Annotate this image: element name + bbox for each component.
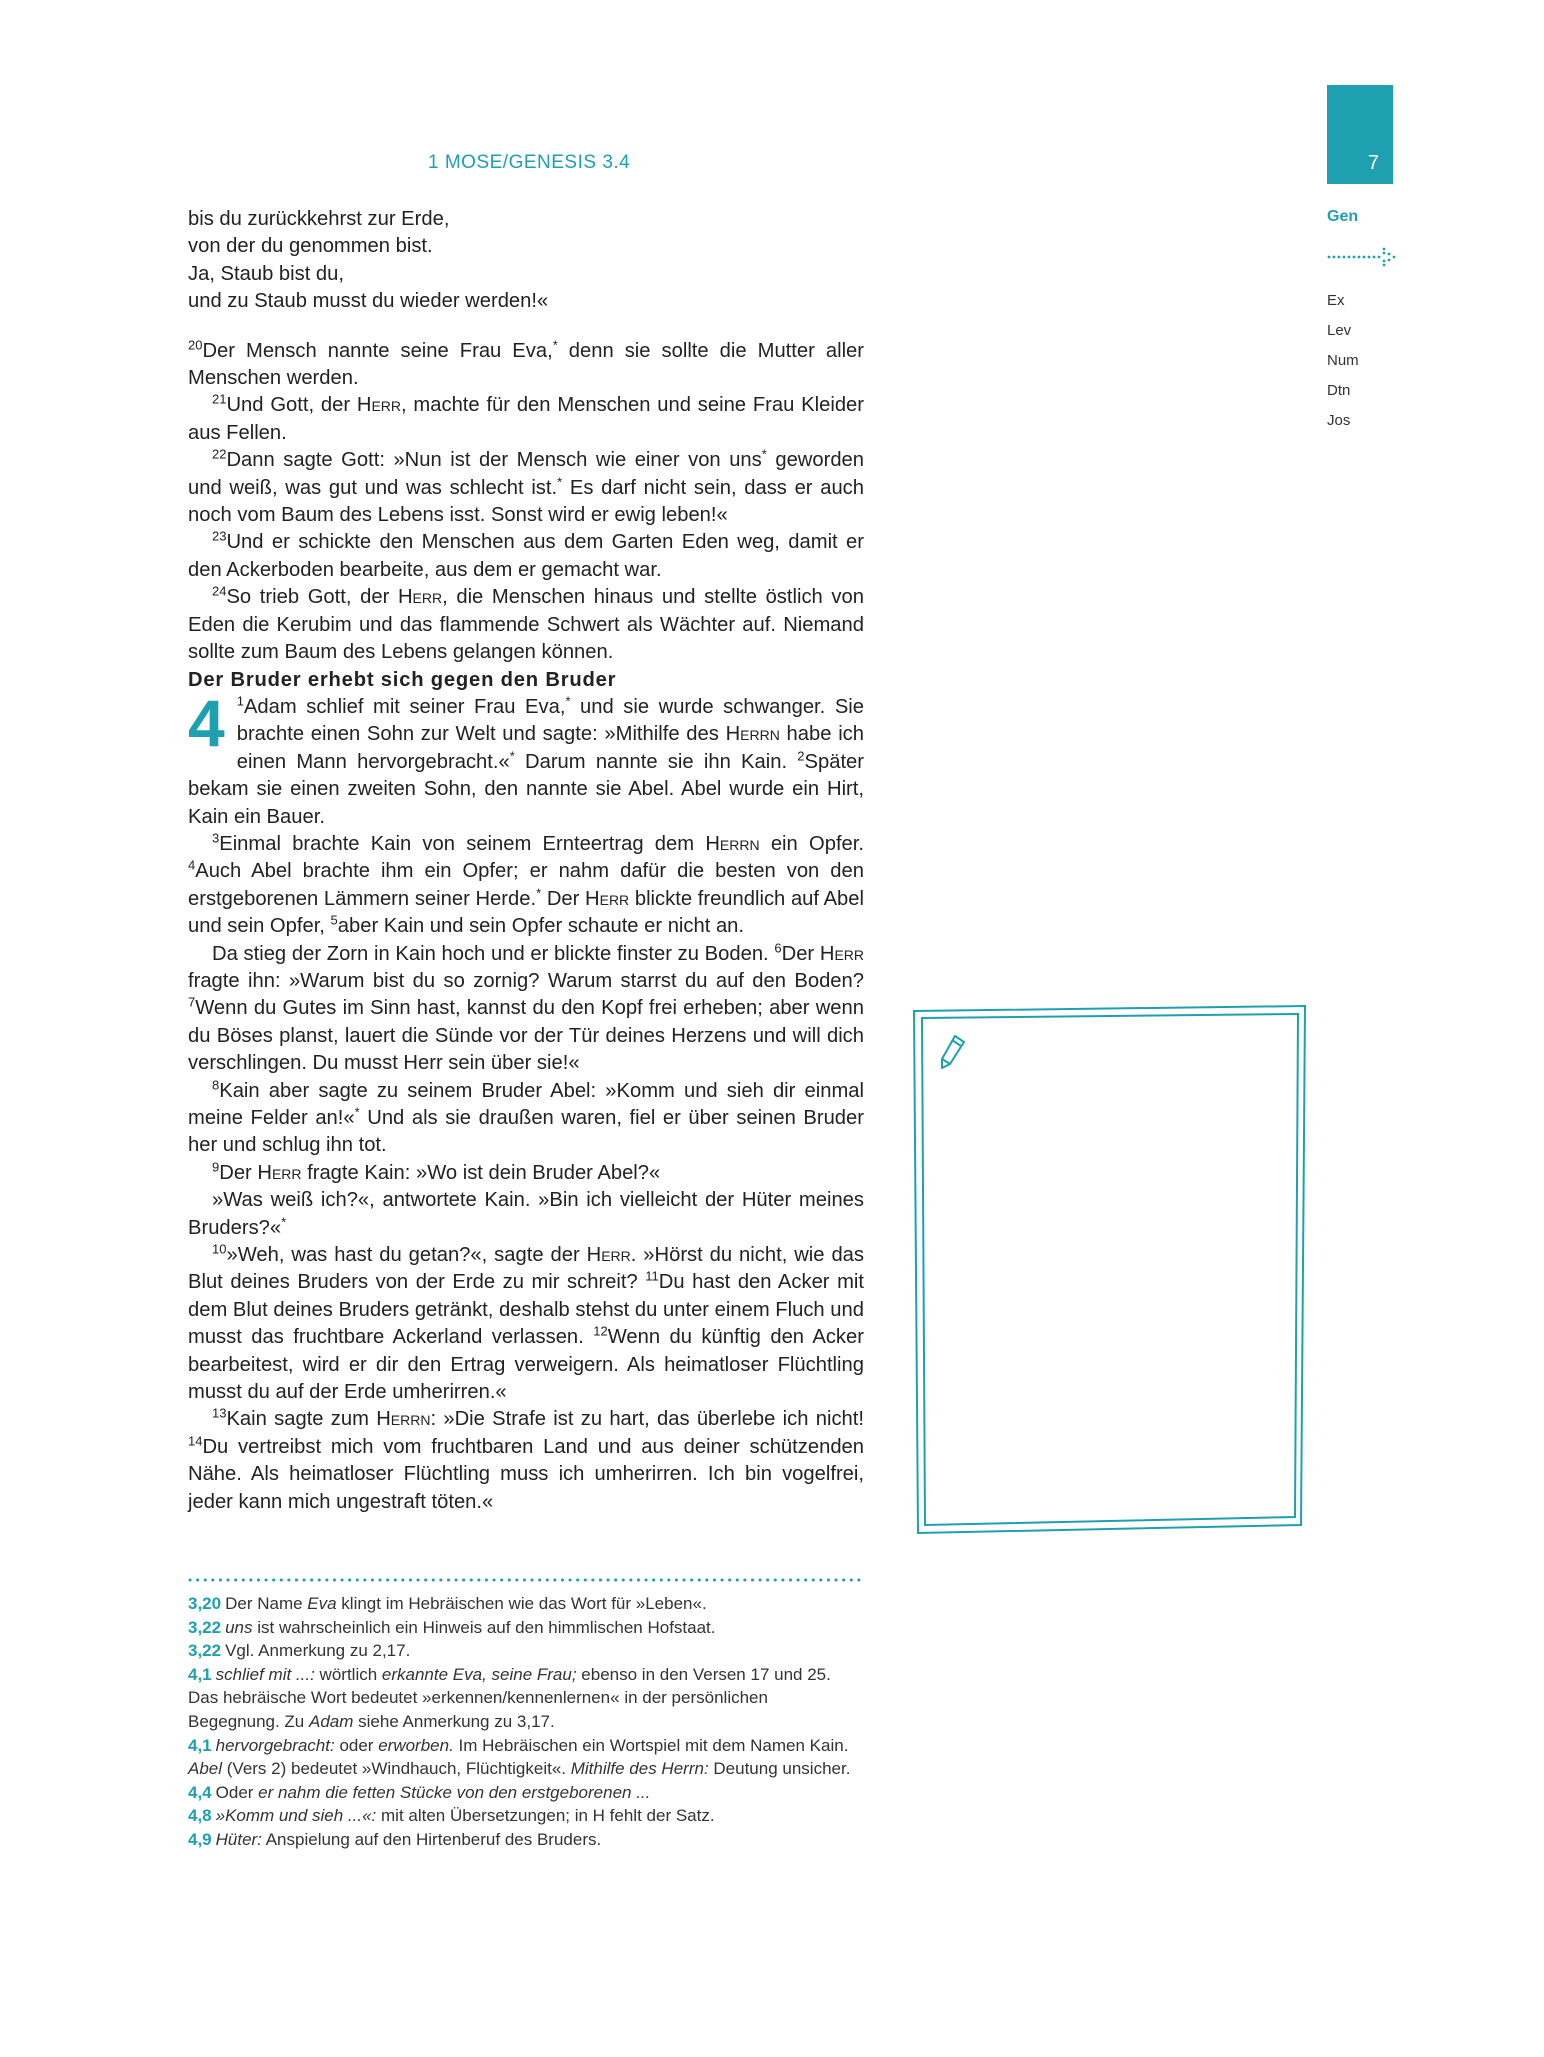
verse-text: Wenn du Gutes im Sinn hast, kannst du den Kopf frei erheben; aber wenn du Böses planst, lauert die Sünde vor der Tür deines Herzens und will dich verschlingen. Du musst Herr sein über sie!« xyxy=(188,997,864,1075)
footnote-text: Im Hebräischen ein Wortspiel mit dem Namen Kain. xyxy=(453,1735,849,1755)
verse-number: 23 xyxy=(212,528,227,544)
lord-name: Herr xyxy=(819,942,865,965)
lord-name: Herrn xyxy=(725,723,780,746)
verse-text: : »Die Strafe ist zu hart, das überlebe ich nicht! xyxy=(430,1408,864,1431)
footnote xyxy=(188,1781,864,1805)
book-item-ex[interactable]: Ex xyxy=(1327,292,1345,309)
poem-line: bis du zurückkehrst zur Erde, xyxy=(188,208,450,230)
verse-text: ein Opfer. xyxy=(759,832,865,855)
verse-number: 24 xyxy=(212,583,227,599)
footnote-italic: er nahm die fetten Stücke von den erstgeborenen ... xyxy=(258,1782,651,1802)
main-text-column xyxy=(188,206,864,1516)
footnote-ref[interactable]: 3,20 xyxy=(188,1594,222,1613)
footnote xyxy=(188,1616,864,1640)
footnote-italic: Abel xyxy=(188,1759,223,1779)
poem-block xyxy=(188,206,864,316)
verse-3-24 xyxy=(188,584,864,666)
footnote-star[interactable]: * xyxy=(552,336,558,352)
verse-text: Es darf nicht sein, dass er auch noch vom Baum des Lebens isst. Sonst wird er ewig leben!« xyxy=(188,476,864,527)
verse-number: 11 xyxy=(645,1268,659,1284)
verse-text: und sie wurde schwanger. Sie brachte einen Sohn zur Welt und sagte: »Mithilfe des xyxy=(236,695,864,746)
footnote-star[interactable]: * xyxy=(536,885,542,901)
footnote-text: Deutung unsicher. xyxy=(708,1759,851,1779)
poem-line: von der du genommen bist. xyxy=(188,235,433,258)
lord-name: Herrn xyxy=(705,832,760,855)
book-item-num[interactable]: Num xyxy=(1327,352,1359,369)
lord-name: Herr xyxy=(586,1244,631,1267)
verse-text: Kain sagte zum xyxy=(226,1408,377,1431)
verse-text: »Was weiß ich?«, antwortete Kain. »Bin ich vielleicht der Hüter meines Bruders?« xyxy=(188,1189,864,1239)
lord-name: Herr xyxy=(356,394,402,417)
footnote-text: Anspielung auf den Hirtenberuf des Bruders. xyxy=(261,1829,602,1849)
running-header: 1 MOSE/GENESIS 3.4 xyxy=(428,152,631,173)
verse-number: 10 xyxy=(212,1241,227,1257)
footnotes xyxy=(188,1592,864,1852)
footnote xyxy=(188,1804,864,1828)
verse-text: Der xyxy=(541,887,586,910)
verse-number: 20 xyxy=(188,336,203,352)
verse-text: Kain aber sagte zu seinem Bruder Abel: »Komm und sieh dir einmal meine Felder an!« xyxy=(188,1079,864,1129)
verse-number: 22 xyxy=(212,446,227,462)
footnote-italic: erkannte Eva, seine Frau; xyxy=(381,1664,577,1684)
page-number-tab xyxy=(1327,85,1393,184)
footnote-italic: hervorgebracht: xyxy=(215,1735,335,1755)
poem-line: Ja, Staub bist du, xyxy=(188,262,344,285)
page-number: 7 xyxy=(1367,152,1379,174)
footnote-star[interactable]: * xyxy=(509,747,515,763)
footnote-ref[interactable]: 3,22 xyxy=(188,1617,222,1637)
verse-number: 7 xyxy=(188,994,196,1010)
verse-text: fragte ihn: »Warum bist du so zornig? Warum starrst du auf den Boden? xyxy=(188,969,864,992)
verse-number: 9 xyxy=(212,1159,220,1175)
verse-4-8 xyxy=(188,1078,864,1160)
footnote-separator xyxy=(188,1577,864,1583)
verse-text: Der Mensch nannte seine Frau Eva, xyxy=(202,339,553,362)
book-list xyxy=(1327,286,1359,436)
footnote-ref[interactable]: 3,22 xyxy=(188,1641,222,1661)
verse-text: Du hast den Acker mit dem Blut deines Bruders getränkt, deshalb stehst du unter einem Fluch und musst das fruchtbare Ackerland verlassen. xyxy=(188,1271,864,1349)
verse-text: Adam schlief mit seiner Frau Eva, xyxy=(243,695,566,718)
lord-name: Herrn xyxy=(376,1408,431,1431)
dots-rule xyxy=(1327,246,1397,268)
verse-text: Und er schickte den Menschen aus dem Garten Eden weg, damit er den Ackerboden bearbeite, aus dem er gemacht war. xyxy=(188,531,864,581)
book-item-jos[interactable]: Jos xyxy=(1327,412,1351,429)
verse-number: 5 xyxy=(330,912,338,928)
verse-text: , die Menschen hinaus und stellte östlich von Eden die Kerubim und das flammende Schwert als Wächter auf. Niemand sollte zum Baum des Lebens gelangen können. xyxy=(188,586,864,664)
footnote-italic: Hüter: xyxy=(215,1829,262,1849)
footnote xyxy=(188,1734,864,1781)
footnote xyxy=(188,1592,864,1616)
verse-4-3 xyxy=(188,831,864,941)
footnote-italic: uns xyxy=(225,1617,253,1637)
verse-text: Und als sie draußen waren, fiel er über seinen Bruder her und schlug ihn tot. xyxy=(188,1107,864,1157)
footnote-text: wörtlich xyxy=(314,1664,382,1684)
book-current[interactable]: Gen xyxy=(1327,208,1359,225)
footnote-ref[interactable]: 4,1 xyxy=(188,1664,212,1684)
footnote-ref[interactable]: 4,8 xyxy=(188,1806,212,1826)
verse-number: 2 xyxy=(797,747,805,763)
lord-name: Herr xyxy=(397,586,443,609)
notes-box[interactable] xyxy=(910,1005,1310,1545)
verse-3-22 xyxy=(188,447,864,529)
footnote-text: oder xyxy=(334,1735,379,1755)
footnote-italic: Adam xyxy=(308,1711,354,1731)
footnote-text: Oder xyxy=(215,1782,259,1802)
footnote-text: Der Name xyxy=(225,1594,308,1613)
footnote-text: ist wahrscheinlich ein Hinweis auf den himmlischen Hofstaat. xyxy=(252,1617,716,1637)
footnote-text: mit alten Übersetzungen; in H fehlt der Satz. xyxy=(376,1806,715,1826)
verse-number: 13 xyxy=(212,1405,227,1421)
verse-number: 12 xyxy=(593,1323,608,1339)
verse-text: fragte Kain: »Wo ist dein Bruder Abel?« xyxy=(301,1161,661,1184)
verse-text: geworden und weiß, was gut und was schlecht ist. xyxy=(188,449,865,499)
book-item-dtn[interactable]: Dtn xyxy=(1327,382,1351,399)
verse-text: Da stieg der Zorn in Kain hoch und er blickte finster zu Boden. xyxy=(212,942,775,965)
verse-text: So trieb Gott, der xyxy=(226,586,398,609)
verse-3-20 xyxy=(188,338,864,393)
verse-number: 1 xyxy=(236,693,244,709)
footnote-text: siehe Anmerkung zu 3,17. xyxy=(353,1711,555,1731)
footnote-text: klingt im Hebräischen wie das Wort für »Leben«. xyxy=(336,1594,707,1613)
verse-text: Darum nannte sie ihn Kain. xyxy=(514,750,798,773)
footnote-text: ebenso in den Versen 17 und 25. Das hebräische Wort bedeutet »erkennen/kennenlernen« in der persönlichen Begegnung. Zu xyxy=(188,1664,831,1731)
verse-text: »Weh, was hast du getan?«, sagte der xyxy=(226,1244,587,1267)
verse-number: 3 xyxy=(212,830,220,846)
verse-text: Du vertreibst mich vom fruchtbaren Land und aus deiner schützenden Nähe. Als heimatloser Flüchtling muss ich umherirren. Ich bin vogelfrei, jeder kann mich ungestraft töten.« xyxy=(188,1435,864,1513)
footnote-ref[interactable]: 4,1 xyxy=(188,1735,212,1755)
footnote-ref[interactable]: 4,9 xyxy=(188,1829,212,1849)
verse-text: Auch Abel brachte ihm ein Opfer; er nahm dafür die besten von den erstgeborenen Lämmern seiner Herde. xyxy=(188,860,864,910)
verse-text: blickte freundlich auf Abel und sein Opfer, xyxy=(188,887,864,938)
verse-number: 4 xyxy=(188,857,196,873)
footnote-text: (Vers 2) bedeutet »Windhauch, Flüchtigkeit«. xyxy=(222,1759,571,1779)
pencil-icon xyxy=(940,1034,966,1070)
book-navigation xyxy=(1327,208,1407,429)
verse-number: 21 xyxy=(212,391,227,407)
verse-4-10 xyxy=(188,1242,864,1406)
verse-4-9 xyxy=(188,1160,864,1187)
lord-name: Herr xyxy=(257,1161,302,1184)
verse-text: Der xyxy=(219,1161,258,1184)
chapter-number: 4 xyxy=(188,685,225,760)
footnote-ref[interactable]: 4,4 xyxy=(188,1782,212,1802)
footnote-text: Vgl. Anmerkung zu 2,17. xyxy=(225,1641,411,1661)
verse-number: 6 xyxy=(774,939,782,955)
chapter-4-opening xyxy=(188,685,865,831)
footnote-star[interactable]: * xyxy=(354,1104,360,1120)
poem-line: und zu Staub musst du wieder werden!« xyxy=(188,290,549,313)
footnote-italic: schlief mit ...: xyxy=(215,1664,315,1684)
footnote-star[interactable]: * xyxy=(281,1213,287,1229)
footnote-italic: erworben. xyxy=(378,1735,454,1755)
footnote xyxy=(188,1828,864,1852)
footnote-italic: Mithilfe des Herrn: xyxy=(570,1759,709,1779)
verse-text: habe ich einen Mann hervorgebracht.« xyxy=(236,723,864,773)
footnote xyxy=(188,1639,864,1663)
footnote-star[interactable]: * xyxy=(565,693,571,709)
verse-text: . »Hörst du nicht, wie das Blut deines Bruders von der Erde zu mir schreit? xyxy=(188,1244,865,1294)
verse-4-9b xyxy=(188,1187,864,1242)
footnote-italic: »Komm und sieh ...«: xyxy=(215,1806,377,1826)
footnote-italic: Eva xyxy=(307,1594,337,1613)
lord-name: Herr xyxy=(585,887,630,910)
verse-4-13 xyxy=(188,1406,864,1516)
footnote-star[interactable]: * xyxy=(761,446,767,462)
verse-4-5b xyxy=(188,941,864,1078)
verse-text: Dann sagte Gott: »Nun ist der Mensch wie einer von uns xyxy=(226,449,762,472)
verse-text: denn sie sollte die Mutter aller Menschen werden. xyxy=(188,339,864,390)
verse-text: Einmal brachte Kain von seinem Ernteertrag dem xyxy=(219,832,706,855)
verse-3-23 xyxy=(188,529,864,584)
verse-number: 8 xyxy=(212,1076,220,1092)
footnote xyxy=(188,1663,864,1734)
verse-text: aber Kain und sein Opfer schaute er nicht an. xyxy=(337,915,745,938)
section-heading: Der Bruder erhebt sich gegen den Bruder xyxy=(188,668,617,691)
verse-text: Der xyxy=(781,942,820,965)
book-item-lev[interactable]: Lev xyxy=(1327,322,1352,339)
verse-text: , machte für den Menschen und seine Frau Kleider aus Fellen. xyxy=(188,394,864,444)
footnote-star[interactable]: * xyxy=(557,473,563,489)
verse-3-21 xyxy=(188,392,864,447)
verse-text: Später bekam sie einen zweiten Sohn, den nannte sie Abel. Abel wurde ein Hirt, Kain ein Bauer. xyxy=(188,750,865,828)
verse-text: Und Gott, der xyxy=(226,394,357,417)
verse-text: Wenn du künftig den Acker bearbeitest, wird er dir den Ertrag verweigern. Als heimatloser Flüchtling musst du auf der Erde umherirren.« xyxy=(188,1326,864,1404)
verse-number: 14 xyxy=(188,1433,203,1449)
